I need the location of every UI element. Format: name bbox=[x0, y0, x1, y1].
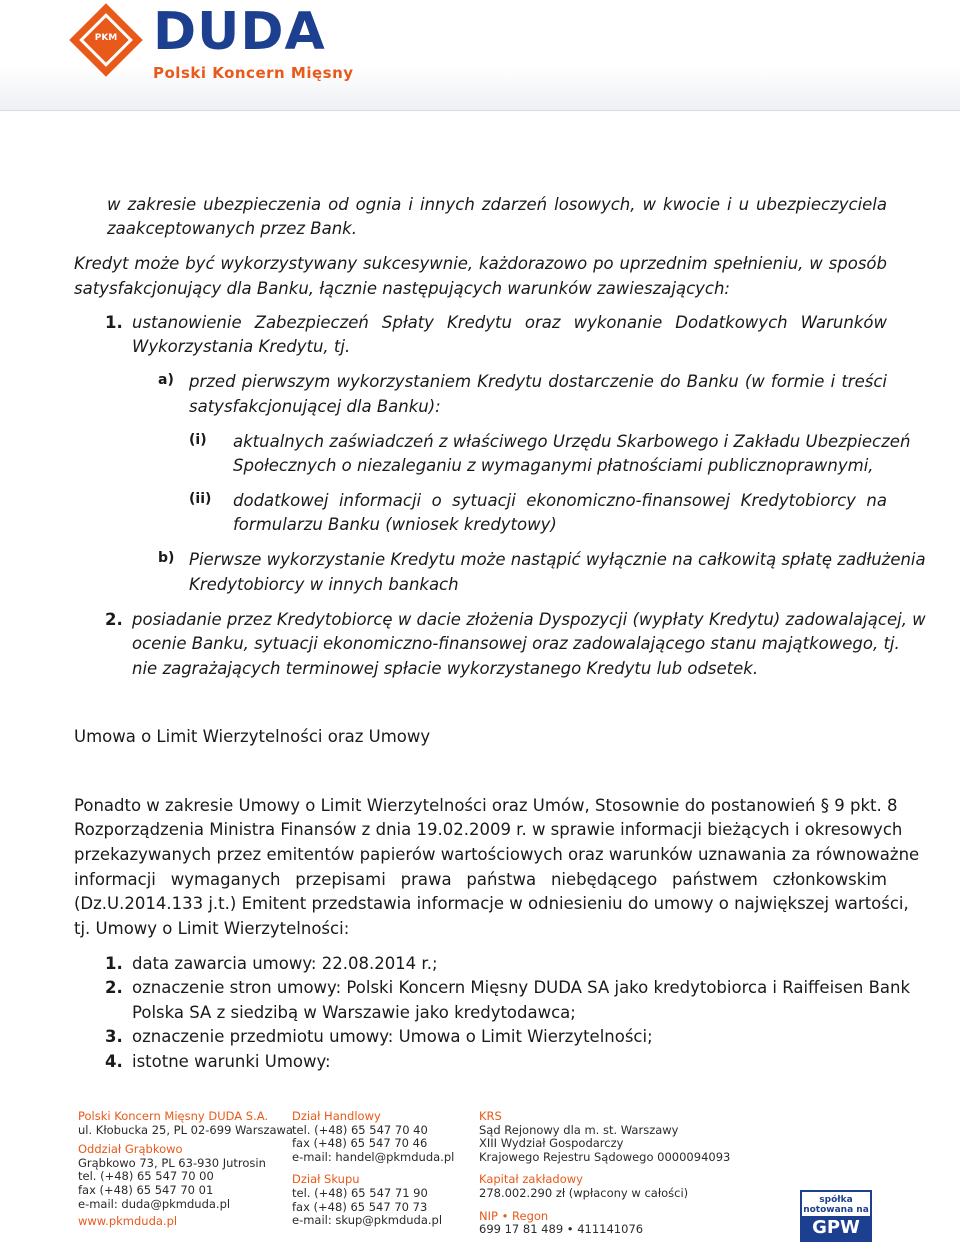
list-item-line: nie zagrażających terminowej spłacie wykorzystanego Kredytu lub odsetek. bbox=[132, 659, 759, 678]
footer-registry-column bbox=[479, 1110, 730, 1237]
paragraph-line: tj. Umowy o Limit Wierzytelności: bbox=[74, 919, 350, 938]
paragraph-line: satysfakcjonujący dla Banku, łącznie następujących warunków zawieszających: bbox=[74, 279, 730, 298]
footer-trade-tel: tel. (+48) 65 547 70 40 bbox=[292, 1122, 428, 1137]
subsublist-item-line: formularzu Banku (wniosek kredytowy) bbox=[233, 515, 557, 534]
footer-trade-heading: Dział Handlowy bbox=[292, 1109, 381, 1123]
list-item-line: Polska SA z siedzibą w Warszawie jako kredytodawca; bbox=[132, 1003, 576, 1022]
paragraph-line: Rozporządzenia Ministra Finansów z dnia 19.02.2009 r. w sprawie informacji bieżących i okresowych bbox=[74, 820, 903, 839]
footer-address: ul. Kłobucka 25, PL 02-699 Warszawa bbox=[78, 1122, 293, 1137]
footer-nip-value: 699 17 81 489 • 411141076 bbox=[479, 1222, 644, 1237]
paragraph-line: przekazywanych przez emitentów papierów wartościowych oraz warunków uznawania za równoważne bbox=[74, 845, 920, 864]
subsublist-label: (i) bbox=[189, 432, 207, 448]
sublist-item-line: satysfakcjonującej dla Banku): bbox=[189, 397, 441, 416]
logo-duda-text: DUDA bbox=[153, 2, 326, 62]
footer-company-name: Polski Koncern Mięsny DUDA S.A. bbox=[78, 1109, 269, 1123]
footer-purchase-email: e-mail: skup@pkmduda.pl bbox=[292, 1213, 443, 1228]
footer-website-link[interactable]: www.pkmduda.pl bbox=[78, 1214, 178, 1229]
footer-tel: tel. (+48) 65 547 70 00 bbox=[78, 1169, 214, 1184]
footer-trade-email: e-mail: handel@pkmduda.pl bbox=[292, 1149, 455, 1164]
sublist-label: b) bbox=[158, 550, 175, 566]
list-item-line: data zawarcia umowy: 22.08.2014 r.; bbox=[132, 954, 438, 973]
list-number: 3. bbox=[105, 1027, 123, 1046]
list-number: 2. bbox=[105, 978, 123, 997]
list-item-line: posiadanie przez Kredytobiorcę w dacie złożenia Dyspozycji (wypłaty Kredytu) zadowalającej, w bbox=[132, 610, 926, 629]
footer-email: e-mail: duda@pkmduda.pl bbox=[78, 1196, 231, 1211]
paragraph-line: informacji wymaganych przepisami prawa państwa niebędącego państwem członkowskim bbox=[74, 870, 887, 889]
footer-purchase-heading: Dział Skupu bbox=[292, 1172, 360, 1187]
list-number: 1. bbox=[105, 954, 123, 973]
list-item-line: istotne warunki Umowy: bbox=[132, 1052, 331, 1071]
footer-departments-column bbox=[292, 1110, 454, 1228]
footer-krs-line: Krajowego Rejestru Sądowego 0000094093 bbox=[479, 1149, 731, 1164]
footer-branch-heading: Oddział Grąbkowo bbox=[78, 1142, 183, 1157]
section-heading: Umowa o Limit Wierzytelności oraz Umowy bbox=[74, 727, 431, 746]
letterhead-footer bbox=[0, 1110, 960, 1252]
footer-krs-line: XIII Wydział Gospodarczy bbox=[479, 1136, 624, 1151]
logo-pkm-text: PKM bbox=[94, 33, 118, 43]
list-item-line: oznaczenie stron umowy: Polski Koncern Mięsny DUDA SA jako kredytobiorca i Raiffeisen Bank bbox=[132, 978, 911, 997]
sublist-item-line: Pierwsze wykorzystanie Kredytu może nastąpić wyłącznie na całkowitą spłatę zadłużenia bbox=[189, 550, 926, 569]
subsublist-item-line: aktualnych zaświadczeń z właściwego Urzędu Skarbowego i Zakładu Ubezpieczeń bbox=[233, 432, 911, 451]
footer-branch-address: Grąbkowo 73, PL 63-930 Jutrosin bbox=[78, 1155, 266, 1170]
letterhead bbox=[0, 0, 960, 111]
footer-capital-value: 278.002.290 zł (wpłacony w całości) bbox=[479, 1185, 689, 1200]
footer-purchase-tel: tel. (+48) 65 547 71 90 bbox=[292, 1185, 428, 1200]
footer-company-column bbox=[78, 1110, 293, 1229]
logo-subtitle: Polski Koncern Mięsny bbox=[153, 64, 354, 82]
footer-krs-heading: KRS bbox=[479, 1109, 502, 1123]
list-number: 2. bbox=[105, 610, 123, 629]
list-item-line: oznaczenie przedmiotu umowy: Umowa o Limit Wierzytelności; bbox=[132, 1027, 653, 1046]
subsublist-label: (ii) bbox=[189, 491, 212, 507]
footer-fax: fax (+48) 65 547 70 01 bbox=[78, 1182, 214, 1197]
list-item-line: ocenie Banku, sytuacji ekonomiczno-finansowej oraz zadowalającego stanu majątkowego, tj. bbox=[132, 634, 900, 653]
paragraph-line: w zakresie ubezpieczenia od ognia i innych zdarzeń losowych, w kwocie i u ubezpieczyciela bbox=[107, 195, 887, 214]
footer-purchase-fax: fax (+48) 65 547 70 73 bbox=[292, 1199, 428, 1214]
sublist-label: a) bbox=[158, 372, 174, 388]
gpw-logo-text: GPW bbox=[802, 1216, 870, 1240]
list-item-line: ustanowienie Zabezpieczeń Spłaty Kredytu oraz wykonanie Dodatkowych Warunków bbox=[132, 313, 887, 332]
footer-krs-line: Sąd Rejonowy dla m. st. Warszawy bbox=[479, 1122, 679, 1137]
footer-trade-fax: fax (+48) 65 547 70 46 bbox=[292, 1136, 428, 1151]
paragraph-line: (Dz.U.2014.133 j.t.) Emitent przedstawia informacje w odniesieniu do umowy o największej wartości, bbox=[74, 894, 909, 913]
footer-nip-heading: NIP • Regon bbox=[479, 1208, 549, 1223]
paragraph-line: Ponadto w zakresie Umowy o Limit Wierzytelności oraz Umów, Stosownie do postanowień § 9 pkt. 8 bbox=[74, 796, 898, 815]
sublist-item-line: Kredytobiorcy w innych bankach bbox=[189, 575, 459, 594]
gpw-listed-badge bbox=[800, 1190, 872, 1242]
paragraph-line: Kredyt może być wykorzystywany sukcesywnie, każdorazowo po uprzednim spełnieniu, w sposób bbox=[74, 254, 887, 273]
list-number: 1. bbox=[105, 313, 123, 332]
sublist-item-line: przed pierwszym wykorzystaniem Kredytu dostarczenie do Banku (w formie i treści bbox=[189, 372, 887, 391]
list-item-line: Wykorzystania Kredytu, tj. bbox=[132, 337, 351, 356]
gpw-badge-caption: spółka notowana na bbox=[803, 1195, 869, 1215]
footer-capital-heading: Kapitał zakładowy bbox=[479, 1172, 583, 1187]
list-number: 4. bbox=[105, 1052, 123, 1071]
paragraph-line: zaakceptowanych przez Bank. bbox=[107, 219, 357, 238]
subsublist-item-line: Społecznych o niezaleganiu z wymaganymi płatnościami publicznoprawnymi, bbox=[233, 456, 874, 475]
subsublist-item-line: dodatkowej informacji o sytuacji ekonomiczno-finansowej Kredytobiorcy na bbox=[233, 491, 887, 510]
